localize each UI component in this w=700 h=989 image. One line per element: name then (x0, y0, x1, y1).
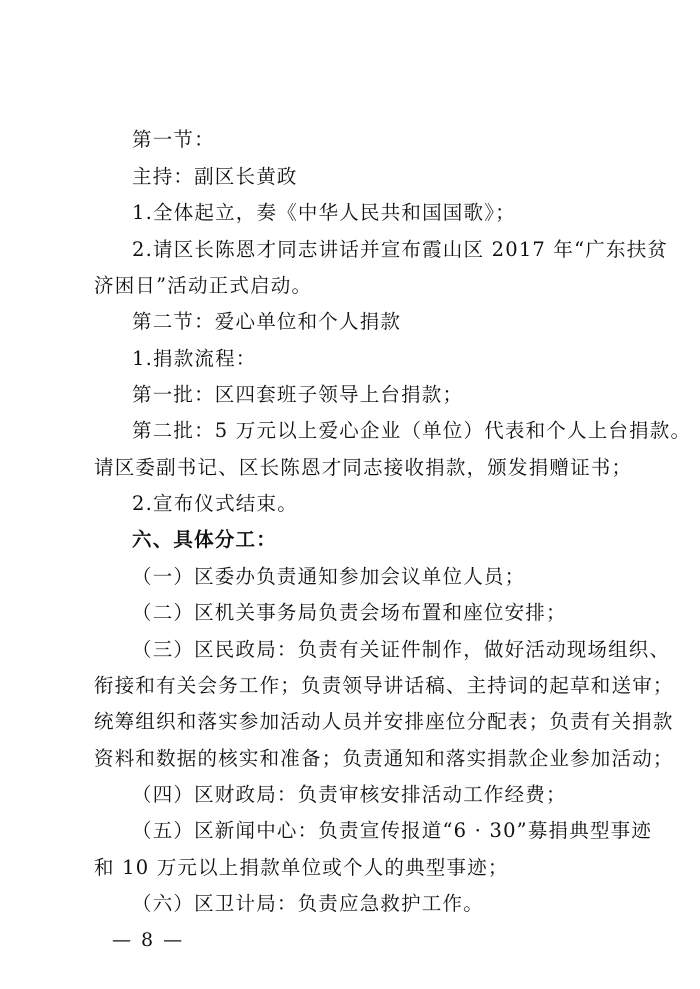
task-item-3-line-3: 统筹组织和落实参加活动人员并安排座位分配表；负责有关捐款 (94, 710, 674, 733)
task-item-1: （一）区委办负责通知参加会议单位人员； (132, 565, 526, 588)
task-item-2: （二）区机关事务局负责会场布置和座位安排； (132, 601, 567, 624)
donation-batch-two-line-1: 第二批：5 万元以上爱心企业（单位）代表和个人上台捐款。 (132, 419, 692, 442)
step-speech-line-2: 济困日”活动正式启动。 (94, 274, 313, 297)
division-of-labor-heading: 六、具体分工： (132, 528, 277, 551)
task-item-5-line-2: 和 10 万元以上捐款单位或个人的典型事迹； (94, 856, 509, 879)
section-two-heading: 第二节：爱心单位和个人捐款 (132, 310, 402, 333)
task-item-5-line-1: （五）区新闻中心：负责宣传报道“6 · 30”募捐典型事迹 (132, 819, 653, 842)
step-speech-line-1: 2.请区长陈恩才同志讲话并宣布霞山区 2017 年“广东扶贫 (132, 238, 669, 261)
page-number: — 8 — (112, 929, 185, 951)
donation-batch-one: 第一批：区四套班子领导上台捐款； (132, 383, 464, 406)
task-item-3-line-1: （三）区民政局：负责有关证件制作，做好活动现场组织、 (132, 638, 671, 661)
task-item-6: （六）区卫计局：负责应急救护工作。 (132, 892, 484, 915)
step-anthem: 1.全体起立，奏《中华人民共和国国歌》； (132, 201, 516, 224)
donation-batch-two-line-2: 请区委副书记、区长陈恩才同志接收捐款，颁发捐赠证书； (94, 456, 633, 479)
task-item-3-line-4: 资料和数据的核实和准备；负责通知和落实捐款企业参加活动； (94, 747, 674, 770)
host-line: 主持：副区长黄政 (132, 165, 298, 188)
task-item-3-line-2: 衔接和有关会务工作；负责领导讲话稿、主持词的起草和送审； (94, 674, 674, 697)
section-one-heading: 第一节： (132, 128, 215, 151)
ceremony-end: 2.宣布仪式结束。 (132, 492, 298, 515)
task-item-4: （四）区财政局：负责审核安排活动工作经费； (132, 783, 567, 806)
donation-process-heading: 1.捐款流程： (132, 347, 257, 370)
